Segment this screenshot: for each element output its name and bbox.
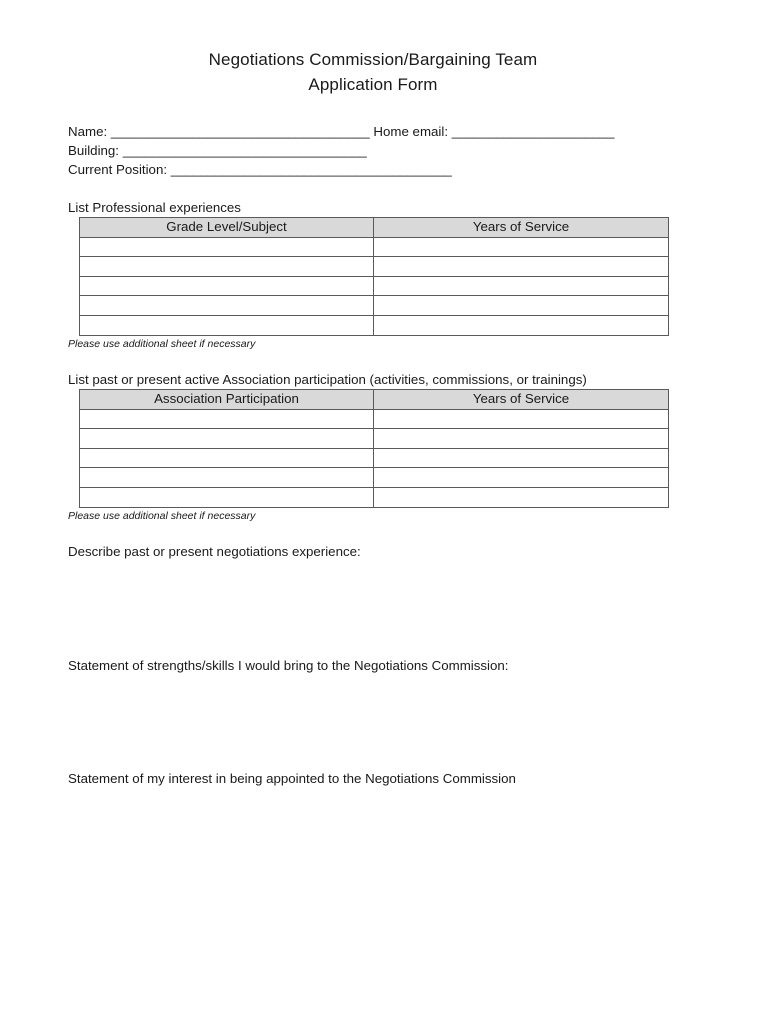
table-cell[interactable] — [374, 257, 669, 277]
building-field[interactable]: _________________________________ — [122, 143, 367, 158]
name-email-row — [68, 123, 614, 141]
table-cell[interactable] — [80, 315, 374, 335]
professional-experience-table — [79, 217, 669, 336]
table-row — [80, 276, 669, 296]
table-cell[interactable] — [80, 487, 374, 507]
table-row — [80, 237, 669, 257]
table-row — [80, 487, 669, 507]
table-cell[interactable] — [80, 296, 374, 316]
table-cell[interactable] — [80, 448, 374, 468]
current-position-field[interactable]: ______________________________________ — [170, 162, 452, 177]
table-cell[interactable] — [374, 487, 669, 507]
name-field[interactable]: ___________________________________ — [110, 124, 370, 139]
strengths-statement-prompt: Statement of strengths/skills I would bring to the Negotiations Commission: — [68, 658, 509, 673]
association-heading: List past or present active Association participation (activities, commissions, or trainings) — [68, 372, 587, 387]
home-email-label: Home email: — [369, 124, 452, 139]
table-row — [80, 296, 669, 316]
table-cell[interactable] — [374, 237, 669, 257]
position-row — [68, 161, 452, 179]
table-cell[interactable] — [374, 296, 669, 316]
table-row — [80, 468, 669, 488]
table-row — [80, 429, 669, 449]
interest-statement-prompt: Statement of my interest in being appointed to the Negotiations Commission — [68, 771, 516, 786]
name-label: Name: — [68, 124, 111, 139]
table-row — [80, 257, 669, 277]
table-cell[interactable] — [80, 429, 374, 449]
current-position-label: Current Position: — [68, 162, 171, 177]
building-row — [68, 142, 367, 160]
table-cell[interactable] — [374, 276, 669, 296]
table-cell[interactable] — [374, 468, 669, 488]
column-header-grade-level: Grade Level/Subject — [80, 218, 374, 238]
professional-heading: List Professional experiences — [68, 200, 241, 215]
form-title: Negotiations Commission/Bargaining Team — [208, 50, 538, 69]
additional-sheet-note: Please use additional sheet if necessary — [68, 338, 256, 350]
form-subtitle: Application Form — [308, 75, 438, 94]
column-header-association-participation: Association Participation — [80, 390, 374, 410]
table-row — [80, 409, 669, 429]
table-cell[interactable] — [80, 237, 374, 257]
table-cell[interactable] — [80, 276, 374, 296]
negotiations-experience-prompt: Describe past or present negotiations experience: — [68, 544, 361, 559]
additional-sheet-note: Please use additional sheet if necessary — [68, 510, 256, 522]
table-cell[interactable] — [374, 448, 669, 468]
column-header-years-of-service: Years of Service — [374, 390, 669, 410]
table-cell[interactable] — [80, 257, 374, 277]
table-cell[interactable] — [374, 315, 669, 335]
table-cell[interactable] — [80, 468, 374, 488]
table-header-row — [80, 390, 669, 410]
table-row — [80, 448, 669, 468]
association-participation-table — [79, 389, 669, 508]
building-label: Building: — [68, 143, 123, 158]
table-cell[interactable] — [374, 429, 669, 449]
table-row — [80, 315, 669, 335]
table-cell[interactable] — [374, 409, 669, 429]
column-header-years-of-service: Years of Service — [374, 218, 669, 238]
home-email-field[interactable]: ______________________ — [451, 124, 615, 139]
table-cell[interactable] — [80, 409, 374, 429]
table-header-row — [80, 218, 669, 238]
